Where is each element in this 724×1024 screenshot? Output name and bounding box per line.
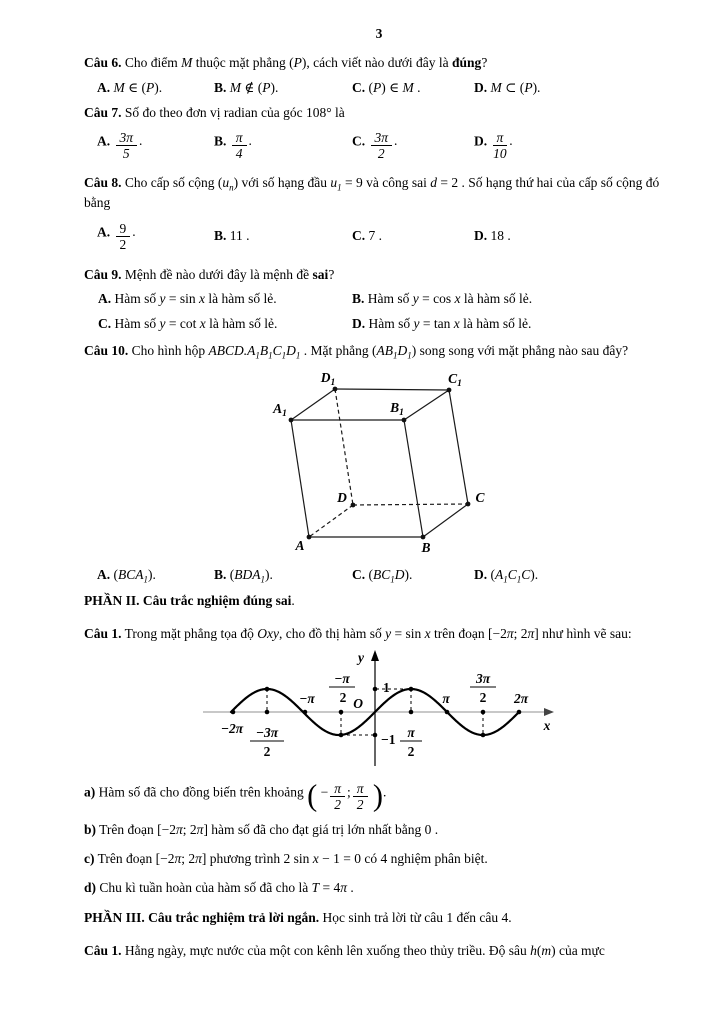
option-a: A. M ∈ (P).: [97, 79, 163, 95]
vertex-label: $D_1$: [320, 369, 336, 388]
tick-minus-1: −1: [381, 731, 396, 747]
options-row: [84, 314, 674, 334]
option-b: B. M ∉ (P).: [214, 79, 279, 95]
option-b: B. $\frac{\pi}{4}$ .: [214, 130, 252, 162]
question-label: Câu 6.: [84, 55, 122, 71]
option-b: B. 11 .: [214, 228, 250, 244]
option-b: B. $(BDA_1)$.: [214, 566, 273, 585]
option-a: A. $\frac{3\pi}{5}$ .: [97, 130, 143, 162]
option-d: D. $(A_1C_1C)$.: [474, 566, 539, 585]
option-b: B. Hàm số y = cos x là hàm số lẻ.: [352, 291, 533, 307]
tick-pi-2-den: 2: [407, 743, 415, 759]
box-vertex-dots: [289, 387, 471, 540]
tick-pi: π: [442, 690, 450, 706]
vertex-label: B: [421, 539, 431, 555]
question-label: Câu 8.: [84, 175, 122, 191]
option-a: A. Hàm số y = sin x là hàm số lẻ.: [98, 291, 277, 307]
statement-a: a) Hàm số đã cho đồng biến trên khoảng ( − $\frac{\pi}{2}$ ; $\frac{\pi}{2}$ ).: [84, 778, 387, 813]
box-edges: [291, 389, 468, 537]
origin-label: O: [353, 695, 363, 711]
option-c: C. (P) ∈ M .: [352, 79, 421, 95]
question-text: Cho hình hộp $ABCD.A_1B_1C_1D_1$ . Mặt phẳng $(AB_1D_1)$ song song với mặt phẳng nào sau đây?: [131, 342, 629, 361]
vertex-label: C: [475, 489, 485, 505]
option-d: D. M ⊂ (P).: [474, 79, 541, 95]
tick-pi-2-num: π: [407, 724, 415, 740]
sine-graph-svg: [195, 648, 560, 772]
question-text: Cho cấp số cộng $(u_n)$ với số hạng đầu $u_1 = 9$ và công sai d = 2 . Số hạng thứ hai của cấp số cộng đó bằng: [84, 175, 660, 211]
question-10: [84, 341, 674, 361]
option-d: D. Hàm số y = tan x là hàm số lẻ.: [352, 316, 532, 332]
tick-minus-2pi: −2π: [220, 720, 244, 736]
page-number: 3: [375, 26, 383, 41]
question-text: Trong mặt phẳng tọa độ Oxy, cho đồ thị hàm số y = sin x trên đoạn [−2π; 2π] như hình vẽ sau:: [124, 626, 632, 642]
tick-3pi-2-den: 2: [479, 689, 487, 705]
part2-heading: PHẦN II. Câu trắc nghiệm đúng sai.: [84, 593, 295, 609]
question-7: [84, 103, 674, 123]
option-d: D. $\frac{\pi}{10}$ .: [474, 130, 513, 162]
y-axis-label: y: [358, 649, 364, 665]
question-label: Câu 7.: [84, 104, 122, 120]
question-text: Hằng ngày, mực nước của một con kênh lên xuống theo thủy triều. Độ sâu h(m) của mực: [124, 942, 605, 958]
vertex-label: A: [295, 537, 305, 553]
question-label: Câu 1.: [84, 626, 122, 642]
question-label: Câu 10.: [84, 342, 129, 358]
part2-question-1: [84, 624, 674, 644]
option-a: A. $\frac{9}{2}$ .: [97, 220, 136, 252]
option-d: D. 18 .: [474, 228, 511, 244]
options-row: [84, 289, 674, 309]
options-row: [84, 125, 674, 168]
tick-minus-3pi-2-den: 2: [263, 743, 271, 759]
statement-b: b) Trên đoạn [−2π; 2π] hàm số đã cho đạt giá trị lớn nhất bằng 0 .: [84, 821, 439, 837]
question-6: [84, 53, 674, 73]
option-c: C. Hàm số y = cot x là hàm số lẻ.: [98, 316, 278, 332]
question-text: Mệnh đề nào dưới đây là mệnh đề sai?: [124, 266, 335, 282]
options-row: [84, 565, 674, 585]
vertex-label: $C_1$: [448, 370, 462, 389]
vertex-label: $B_1$: [390, 399, 404, 418]
tick-minus-pi-2-num: −π: [334, 670, 350, 686]
vertex-label: D: [337, 489, 347, 505]
options-row: [84, 216, 674, 259]
tick-minus-pi-2-den: 2: [339, 689, 347, 705]
question-9: [84, 265, 674, 285]
tick-minus-pi: −π: [299, 690, 315, 706]
part3-heading: PHẦN III. Câu trắc nghiệm trả lời ngắn. Học sinh trả lời từ câu 1 đến câu 4.: [84, 909, 512, 925]
tick-2pi: 2π: [513, 690, 529, 706]
x-axis-arrow: [544, 708, 554, 716]
option-a: A. $(BCA_1)$.: [97, 566, 156, 585]
statement-c: c) Trên đoạn [−2π; 2π] phương trình 2 sin x − 1 = 0 có 4 nghiệm phân biệt.: [84, 851, 488, 867]
question-8: [84, 173, 674, 214]
box-figure: [250, 366, 674, 562]
question-label: Câu 1.: [84, 942, 122, 958]
statement-d: d) Chu kì tuần hoàn của hàm số đã cho là T = 4π .: [84, 880, 354, 896]
option-c: C. $\frac{3\pi}{2}$ .: [352, 130, 398, 162]
option-c: C. $(BC_1D)$.: [352, 566, 413, 585]
tick-minus-3pi-2-num: −3π: [255, 724, 279, 740]
vertex-label: $A_1$: [273, 400, 287, 419]
question-text: Cho điểm M thuộc mặt phẳng (P), cách viết nào dưới đây là đúng?: [124, 55, 488, 71]
question-text: Số đo theo đơn vị radian của góc 108° là: [124, 104, 345, 120]
part3-question-1: [84, 941, 674, 961]
sine-graph: [195, 648, 674, 772]
tick-1: 1: [383, 679, 390, 695]
y-axis-arrow: [371, 650, 379, 661]
tick-3pi-2-num: 3π: [475, 670, 491, 686]
question-label: Câu 9.: [84, 266, 122, 282]
option-c: C. 7 .: [352, 228, 382, 244]
options-row: [84, 78, 674, 98]
box-figure-svg: [250, 366, 515, 562]
x-axis-label: x: [543, 717, 551, 733]
